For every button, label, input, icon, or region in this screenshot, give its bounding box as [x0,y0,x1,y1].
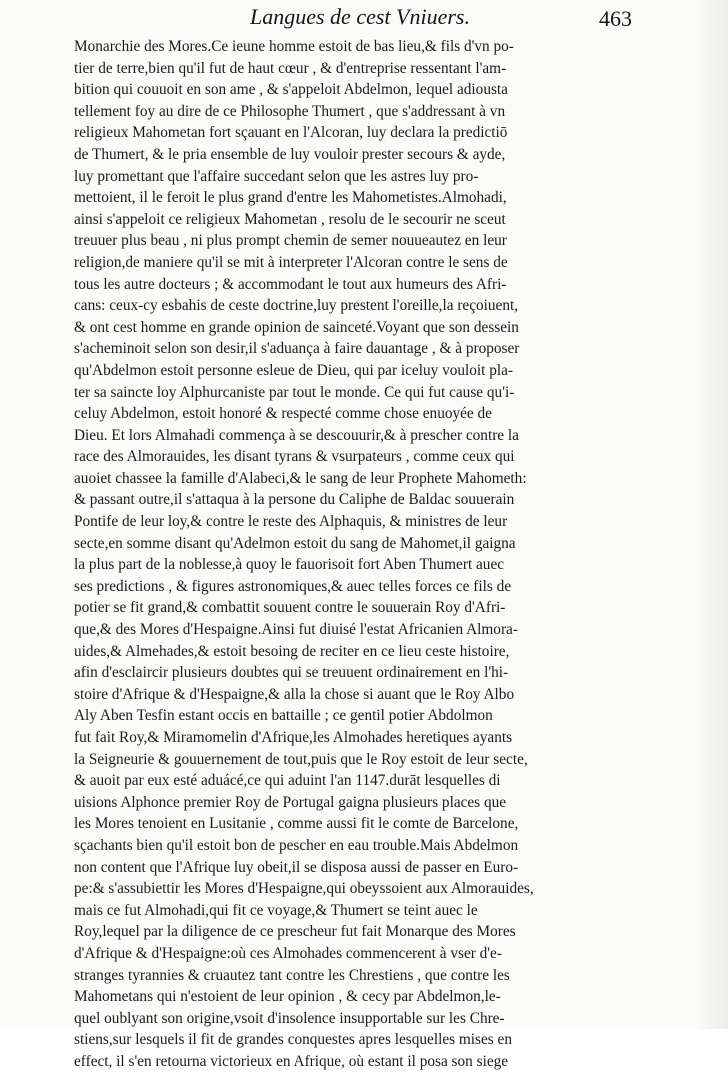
text-line: tier de terre,bien qu'il fut de haut cœur , & d'entreprise ressentant l'am- [74,59,507,77]
text-line: bition qui couuoit en son ame , & s'appeloit Abdelmon, lequel adiousta [74,81,508,99]
text-line: fut fait Roy,& Miramomelin d'Afrique,les Almohades heretiques ayants [74,729,513,746]
text-line: la Seigneurie & gouuernement de tout,puis que le Roy estoit de leur secte, [74,750,528,768]
text-line: uisions Alphonce premier Roy de Portugal gaigna plusieurs places que [74,793,507,811]
text-line: Aly Aben Tesfin estant occis en battaille ; ce gentil potier Abdolmon [74,707,493,725]
text-line: Roy,lequel par la diligence de ce prescheur fut fait Monarque des Mores [74,923,516,941]
text-line: mais ce fut Almohadi,qui fit ce voyage,& Thumert se teint auec le [74,901,478,919]
text-line: & ont cest homme en grande opinion de sainceté.Voyant que son dessein [74,318,519,336]
running-title: Langues de cest Vniuers. [250,4,470,29]
body-text [74,36,574,1073]
page-edge-shadow [694,0,728,1029]
text-line: Dieu. Et lors Almahadi commença à se descouurir,& à prescher contre la [74,426,519,444]
text-line: ter sa saincte loy Alphurcaniste par tout le monde. Ce qui fut cause qu'i- [74,383,515,401]
text-line: secte,en somme disant qu'Adelmon estoit du sang de Mahomet,il gaigna [74,534,516,552]
text-line: stranges tyrannies & cruautez tant contre les Chrestiens , que contre les [74,966,510,984]
text-line: religieux Mahometan fort sçauant en l'Alcoran, luy declara la predictiō [74,124,508,142]
text-line: cans: ceux-cy esbahis de ceste doctrine,luy prestent l'oreille,la reçoiuent, [74,297,519,315]
text-line: ses predictions , & figures astronomiques,& auec telles forces ce fils de [74,577,512,595]
text-line: sçachants bien qu'il estoit bon de pescher en eau trouble.Mais Abdelmon [74,836,519,854]
text-line: la plus part de la noblesse,à quoy le fauorisoit fort Aben Thumert auec [74,556,505,574]
text-line: treuuer plus beau , ni plus prompt chemin de semer nouueautez en leur [74,232,507,250]
text-line: celuy Abdelmon, estoit honoré & respecté comme chose enuoyée de [74,405,492,423]
text-line: & passant outre,il s'attaqua à la persone du Caliphe de Baldac souuerain [74,491,515,509]
text-line: stoire d'Afrique & d'Hespaigne,& alla la chose si auant que le Roy Albo [74,685,515,703]
text-line: s'acheminoit selon son desir,il s'aduança à faire dauantage , & à proposer [74,340,520,358]
text-line: les Mores tenoient en Lusitanie , comme aussi fit le comte de Barcelone, [74,815,519,833]
text-line: tellement foy au dire de ce Philosophe Thumert , que s'addressant à vn [74,102,506,120]
text-line: Monarchie des Mores.Ce ieune homme estoit de bas lieu,& fils d'vn po- [74,38,514,55]
text-line: race des Almorauides, les disant tyrans & vsurpateurs , comme ceux qui [74,448,515,466]
text-line: religion,de maniere qu'il se mit à interpreter l'Alcoran contre le sens de [74,253,508,271]
text-line: quel oublyant son origine,vsoit d'insolence insupportable sur les Chre- [74,1009,505,1027]
text-line: pe:& s'assubiettir les Mores d'Hespaigne,qui obeyssoient aux Almorauides, [74,880,534,898]
text-line: non content que l'Afrique luy obeit,il se disposa aussi de passer en Euro- [74,858,519,876]
text-line: auoiet chassee la famille d'Alabeci,& le sang de leur Prophete Mahometh: [74,469,527,487]
text-line: uides,& Almehades,& estoit besoing de reciter en ce lieu ceste histoire, [74,642,510,660]
text-line: effect, il s'en retourna victorieux en Afrique, où estant il posa son siege [74,1052,509,1070]
text-line: mettoient, il le feroit le plus grand d'entre les Mahometistes.Almohadi, [74,189,507,207]
text-line: & auoit par eux esté aduácé,ce qui aduint l'an 1147.durāt lesquelles di [74,772,501,790]
text-line: stiens,sur lesquels il fit de grandes conquestes apres lesquelles mises en [74,1031,512,1049]
text-line: ainsi s'appeloit ce religieux Mahometan , resolu de le secourir ne sceut [74,210,506,228]
text-line: Mahometans qui n'estoient de leur opinion , & cecy par Abdelmon,le- [74,988,501,1006]
text-line: d'Afrique & d'Hespaigne:où ces Almohades commencerent à vser d'e- [74,944,502,962]
text-line: tous les autre docteurs ; & accommodant le tout aux humeurs des Afri- [74,275,507,293]
text-line: qu'Abdelmon estoit personne esleue de Dieu, qui par iceluy vouloit pla- [74,361,514,379]
page-number: 463 [599,6,632,31]
text-line: Pontife de leur loy,& contre le reste des Alphaquis, & ministres de leur [74,513,508,531]
text-line: afin d'esclaircir plusieurs doubtes qui se treuuent ordinairement en l'hi- [74,664,509,682]
text-line: de Thumert, & le pria ensemble de luy vouloir prester secours & ayde, [74,145,506,163]
text-line: potier se fit grand,& combattit souuent contre le souuerain Roy d'Afri- [74,599,506,617]
text-line: luy promettant que l'affaire succedant selon que les astres luy pro- [74,167,479,185]
text-line: que,& des Mores d'Hespaigne.Ainsi fut diuisé l'estat Africanien Almora- [74,621,518,639]
